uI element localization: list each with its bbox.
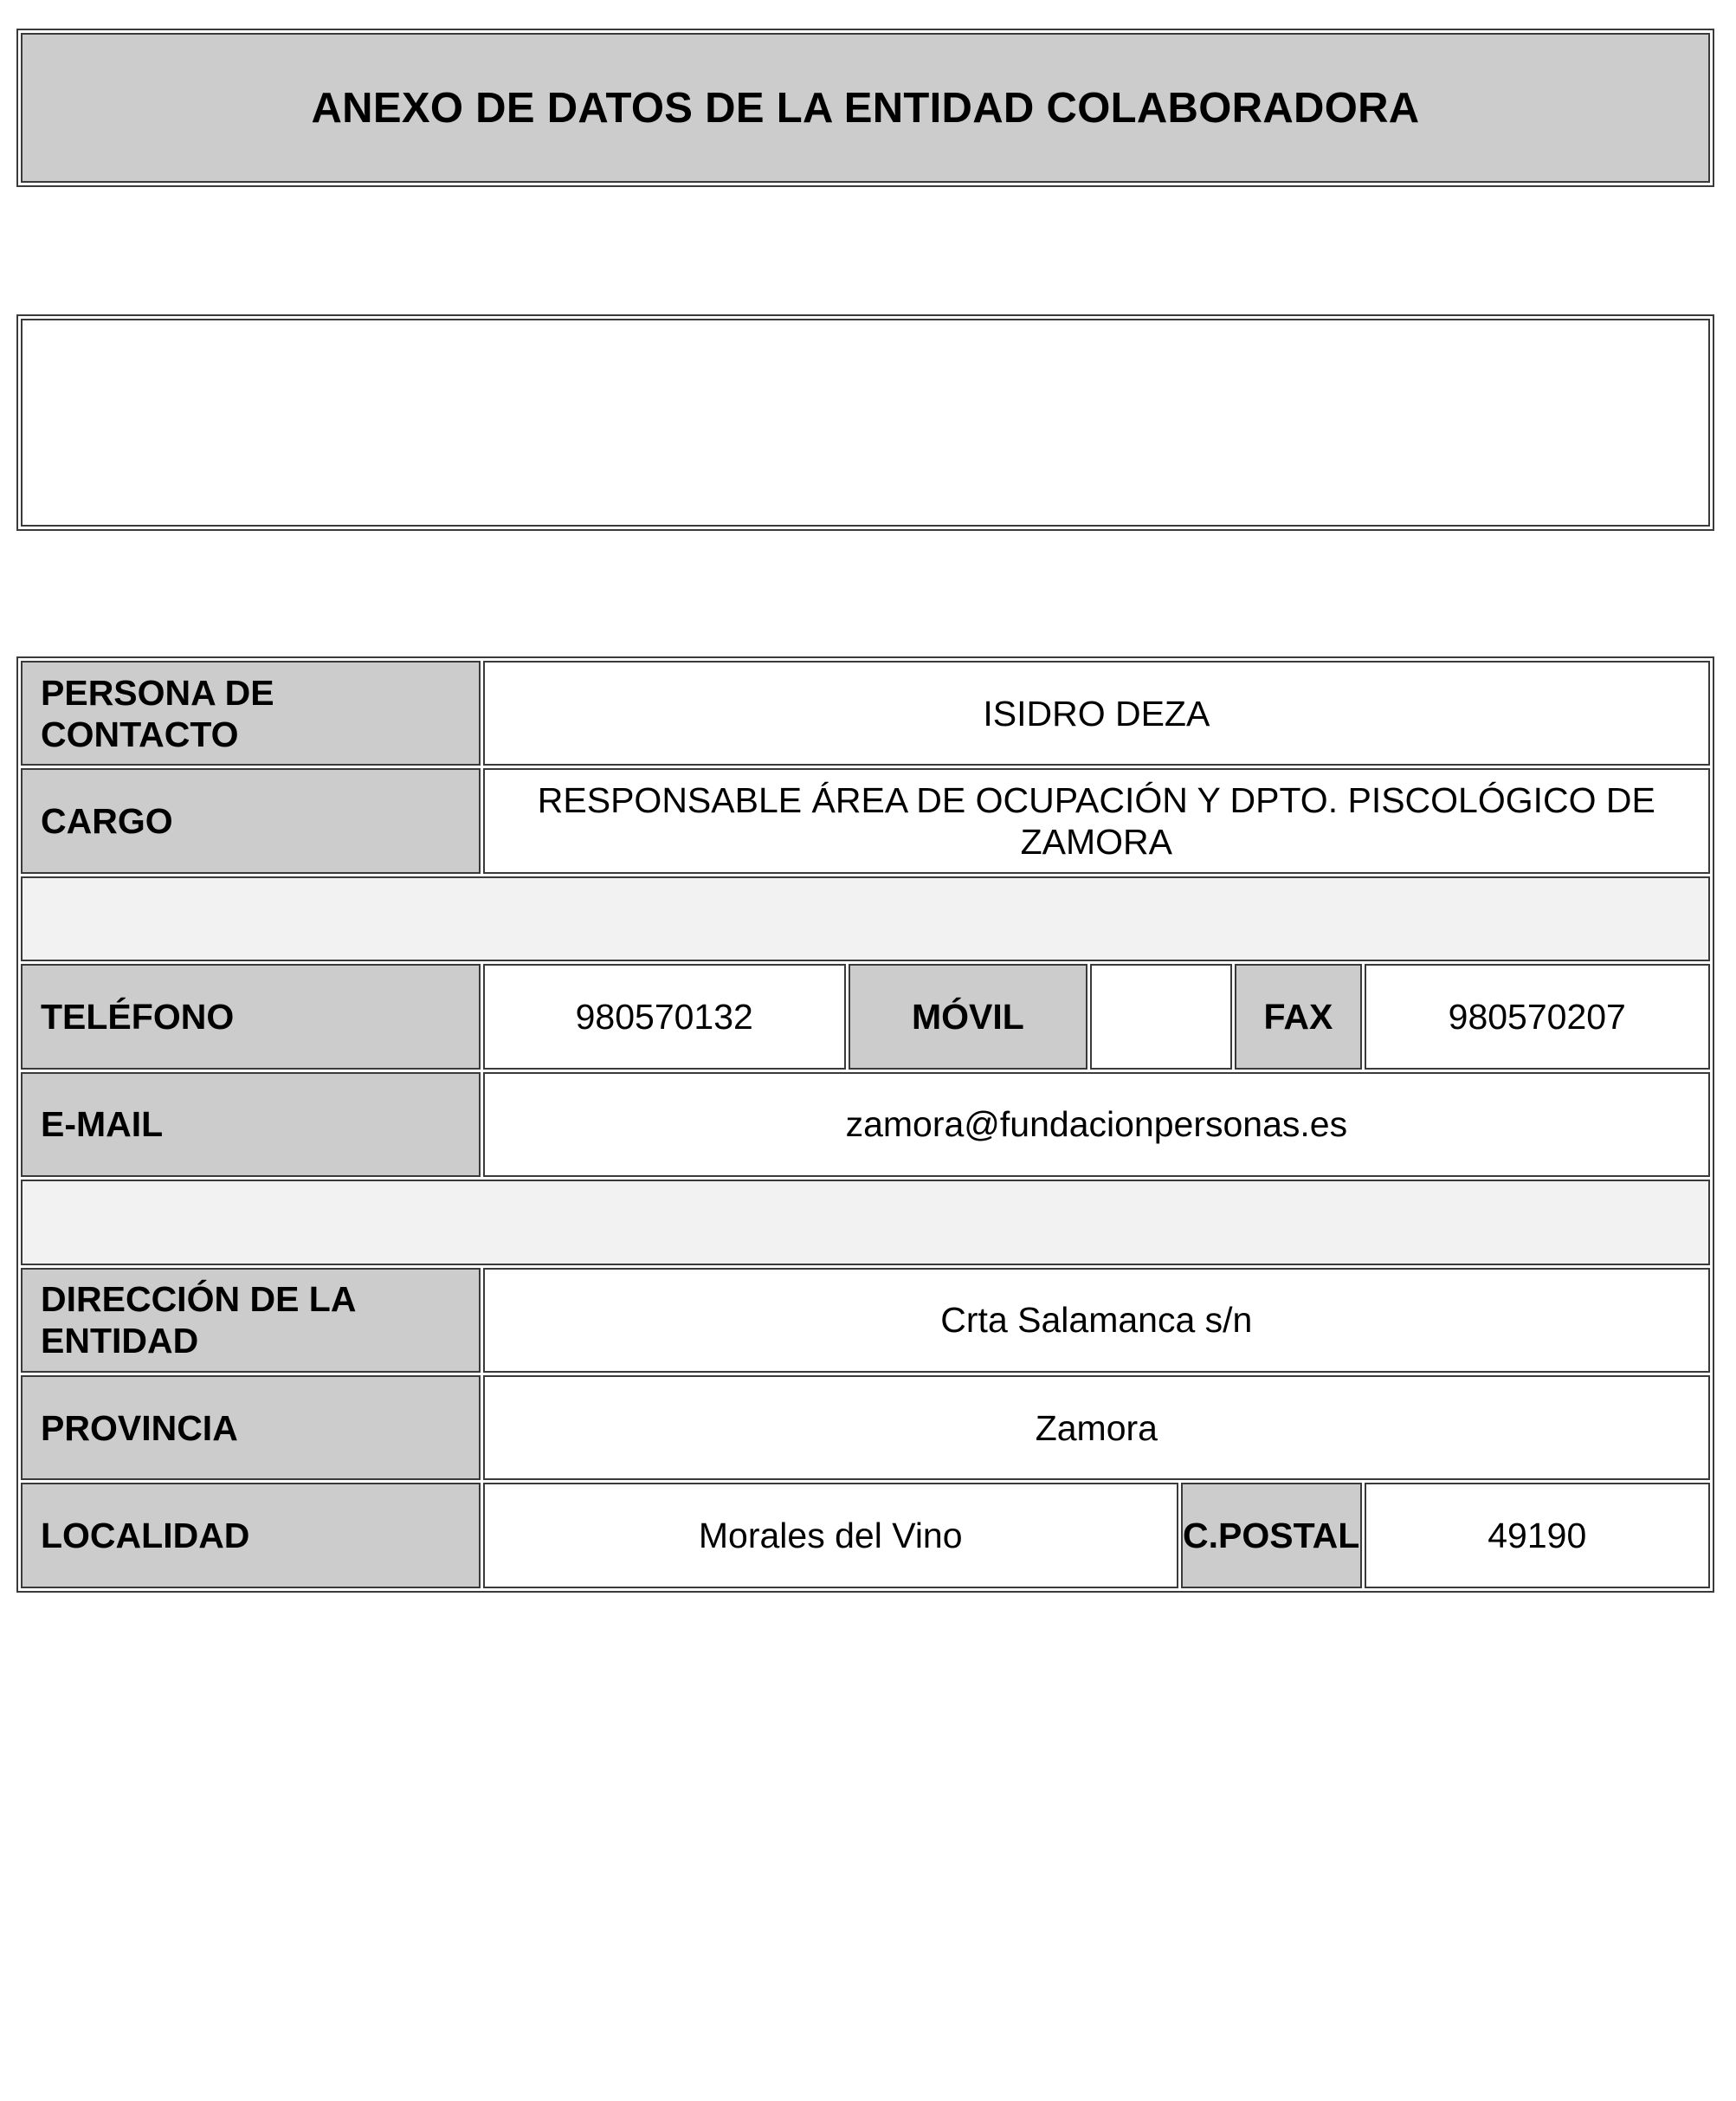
fax-label: FAX <box>1235 964 1361 1069</box>
direccion-label: DIRECCIÓN DE LA ENTIDAD <box>21 1268 481 1373</box>
email-value: zamora@fundacionpersonas.es <box>483 1072 1710 1177</box>
row-cargo <box>21 768 1710 873</box>
provincia-label: PROVINCIA <box>21 1375 481 1480</box>
blank-box <box>16 314 1714 531</box>
cargo-value: RESPONSABLE ÁREA DE OCUPACIÓN Y DPTO. PISCOLÓGICO DE ZAMORA <box>483 768 1710 873</box>
localidad-value: Morales del Vino <box>483 1483 1178 1588</box>
cpostal-value: 49190 <box>1365 1483 1710 1588</box>
spacer-row <box>21 1180 1710 1264</box>
cargo-label: CARGO <box>21 768 481 873</box>
persona-label: PERSONA DE CONTACTO <box>21 661 481 766</box>
cpostal-label: C.POSTAL <box>1181 1483 1362 1588</box>
row-spacer-1 <box>21 876 1710 961</box>
localidad-label: LOCALIDAD <box>21 1483 481 1588</box>
movil-label: MÓVIL <box>849 964 1087 1069</box>
document-title: ANEXO DE DATOS DE LA ENTIDAD COLABORADORA <box>311 84 1420 132</box>
movil-value <box>1090 964 1232 1069</box>
title-box-inner <box>21 33 1710 183</box>
entity-data-table <box>16 656 1714 1593</box>
direccion-value: Crta Salamanca s/n <box>483 1268 1710 1373</box>
row-phones <box>21 964 1710 1069</box>
row-provincia <box>21 1375 1710 1480</box>
telefono-label: TELÉFONO <box>21 964 481 1069</box>
fax-value: 980570207 <box>1365 964 1710 1069</box>
row-persona <box>21 661 1710 766</box>
title-box <box>16 29 1714 187</box>
email-label: E-MAIL <box>21 1072 481 1177</box>
blank-box-inner <box>21 319 1710 527</box>
spacer-row <box>21 876 1710 961</box>
telefono-value: 980570132 <box>483 964 846 1069</box>
row-direccion <box>21 1268 1710 1373</box>
row-email <box>21 1072 1710 1177</box>
provincia-value: Zamora <box>483 1375 1710 1480</box>
persona-value: ISIDRO DEZA <box>483 661 1710 766</box>
row-localidad <box>21 1483 1710 1588</box>
row-spacer-2 <box>21 1180 1710 1264</box>
